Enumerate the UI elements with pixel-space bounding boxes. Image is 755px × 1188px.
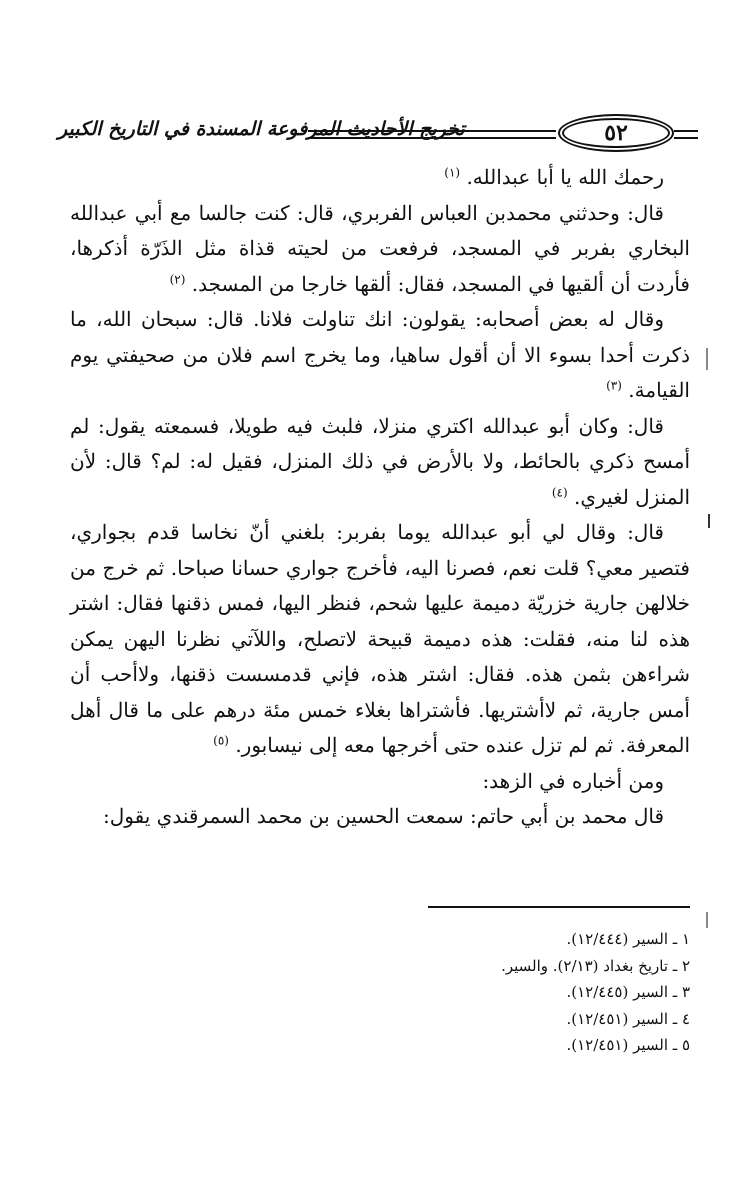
paragraph-text: رحمك الله يا أبا عبدالله.	[466, 165, 664, 189]
footnote-ref: (٣)	[606, 378, 622, 393]
footnotes	[360, 926, 690, 1059]
margin-mark	[706, 912, 708, 928]
paragraph	[70, 302, 690, 409]
running-title: تخريج الأحاديث المرفوعة المسندة في التاريخ الكبير	[58, 118, 465, 140]
footnote-item: ١ ـ السير (١٢/٤٤٤).	[566, 930, 690, 948]
header-rule-left	[308, 130, 556, 139]
footnote-ref: (٤)	[551, 484, 568, 499]
paragraph-text: ومن أخباره في الزهد:	[482, 768, 664, 793]
footnote-separator	[428, 906, 690, 908]
paragraph	[70, 799, 690, 835]
footnote-ref: (١)	[444, 165, 461, 180]
paragraph	[70, 196, 690, 303]
page-number: ٥٢	[604, 120, 628, 146]
paragraph	[70, 409, 690, 516]
main-text	[70, 160, 690, 835]
margin-mark	[706, 348, 708, 370]
footnote-item: ٤ ـ السير (١٢/٤٥١).	[566, 1009, 690, 1028]
paragraph-text: قال محمد بن أبي حاتم: سمعت الحسين بن محمد السمرقندي يقول:	[103, 804, 664, 828]
footnote-ref: (٥)	[213, 733, 229, 748]
footnote-ref: (٢)	[169, 271, 186, 286]
paragraph-text: قال: وقال لي أبو عبدالله يوما بفربر: بلغني أنّ نخاسا قدم بجواري، فتصير معي؟ قلت نعم، فصرنا اليه، فأخرج جواري حسانا صباحا. ثم خرج من خلالهن جارية خزريّة دميمة عليها شحم، فنظر اليها، فمس ذقنها فقال: اشتر هذه لنا منه، فقلت: هذه دميمة قبيحة لاتصلح، واللآتي نظرنا اليهن يمكن شراءهن بثمن هذه. فقال: اشتر هذه، فإني قدمسست ذقنها، ولاأحب أن أمس جارية، ثم لاأشتريها. فأشتراها بغلاء خمس مئة درهم على ما قال أهل المعرفة. ثم لم تزل عنده حتى أخرجها معه إلى نيسابور.	[70, 520, 690, 757]
paragraph	[70, 160, 690, 196]
paragraph	[70, 764, 690, 800]
footnote-item: ٣ ـ السير (١٢/٤٤٥).	[566, 983, 690, 1001]
paragraph-text: قال: وكان أبو عبدالله اكتري منزلا، فلبث فيه طويلا، فسمعته يقول: لم أمسح ذكري بالحائط، ولا بالأرض في ذلك المنزل، فقيل له: لم؟ قال: لأن المنزل لغيري.	[70, 413, 690, 509]
margin-mark	[708, 514, 710, 528]
paragraph	[70, 515, 690, 764]
footnote-item: ٥ ـ السير (١٢/٤٥١).	[566, 1036, 690, 1054]
page-header	[58, 112, 698, 156]
page-number-badge	[558, 114, 674, 152]
header-rule-right	[674, 130, 698, 139]
footnote-item: ٢ ـ تاريخ بغداد (٢/١٣). والسير.	[501, 956, 690, 975]
paragraph-text: قال: وحدثني محمدبن العباس الفربري، قال: كنت جالسا مع أبي عبدالله البخاري بفربر في المسجد، فرفعت من لحيته قذاة مثل الذَرّة أذكرها، فأردت أن ألقيها في المسجد، فقال: ألقها خارجا من المسجد.	[70, 200, 690, 296]
paragraph-text: وقال له بعض أصحابه: يقولون: انك تناولت فلانا. قال: سبحان الله، ما ذكرت أحدا بسوء الا أن أقول ساهيا، وما يخرج اسم فلان من صحيفتي يوم القيامة.	[70, 307, 690, 402]
